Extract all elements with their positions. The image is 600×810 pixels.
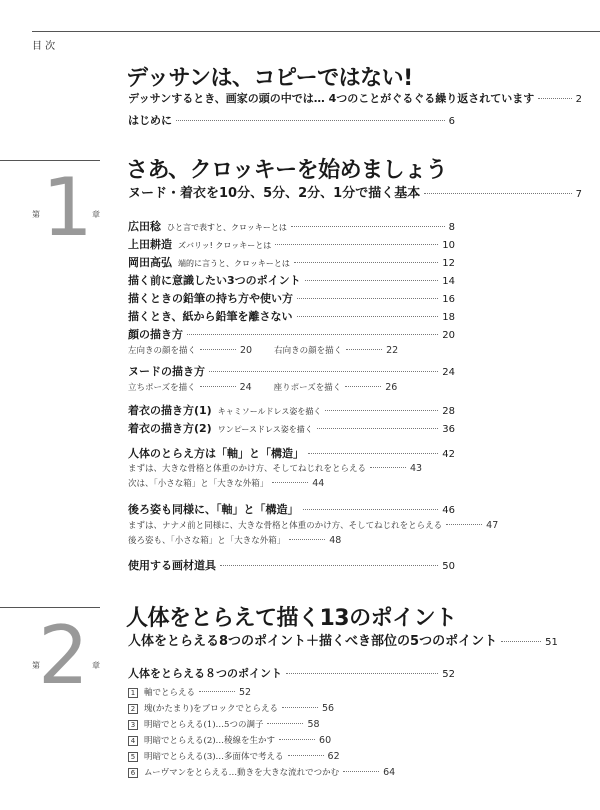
toc-entry[interactable] (128, 308, 455, 324)
toc-entry[interactable] (128, 290, 455, 306)
sub-entry[interactable] (128, 477, 324, 489)
page-number: 18 (442, 312, 455, 323)
page-number: 28 (442, 406, 455, 417)
page-number: 43 (410, 463, 423, 474)
intro-title: デッサンは、コピーではない! (126, 66, 413, 91)
dot-leader (538, 98, 571, 99)
point-number-box: 6 (128, 768, 138, 778)
point-entry[interactable] (128, 686, 251, 698)
point-number-box: 4 (128, 736, 138, 746)
entry-label: 上田耕造 (128, 238, 172, 251)
point-number-box: 1 (128, 688, 138, 698)
dot-leader (294, 262, 438, 263)
point-entry[interactable] (128, 766, 395, 778)
dot-leader (346, 349, 382, 350)
page-number: 24 (442, 367, 455, 378)
chapter-rule (0, 607, 100, 608)
page-number: 56 (321, 703, 335, 714)
sub-entry[interactable] (128, 519, 498, 531)
page-number: 16 (442, 294, 455, 305)
page-number: 36 (442, 424, 455, 435)
page-number: 52 (442, 669, 455, 680)
sub-entry[interactable] (128, 381, 252, 393)
toc-entry[interactable] (128, 218, 455, 234)
chapter-prefix: 第 (32, 210, 40, 219)
chapter-prefix: 第 (32, 661, 40, 670)
page-number: 6 (448, 116, 455, 127)
entry-label: 左向きの顔を描く (128, 346, 197, 356)
entry-label: 岡田高弘 (128, 256, 172, 269)
entry-label: 着衣の描き方(2) (128, 422, 212, 435)
entry-label: 座りポーズを描く (273, 383, 342, 393)
entry-note: ワンピースドレス姿を描く (217, 425, 313, 434)
dot-leader (297, 316, 439, 317)
entry-label: 着衣の描き方(1) (128, 404, 212, 417)
point-entry[interactable] (128, 750, 340, 762)
dot-leader (200, 349, 236, 350)
entry-label: 軸でとらえる (144, 688, 196, 698)
entry-label: 立ちポーズを描く (128, 383, 196, 393)
page-number: 10 (442, 240, 455, 251)
toc-entry[interactable] (128, 445, 455, 461)
dot-leader (220, 565, 438, 566)
page-number: 51 (545, 637, 558, 648)
page-number: 47 (486, 520, 499, 531)
chapter-suffix: 章 (92, 661, 100, 670)
dot-leader (317, 428, 439, 429)
toc-entry[interactable] (128, 420, 455, 436)
entry-label: 右向きの顔を描く (274, 346, 343, 356)
dot-leader (275, 244, 438, 245)
chapter-subtitle[interactable] (128, 182, 582, 201)
point-number-box: 5 (128, 752, 138, 762)
dot-leader (289, 539, 325, 540)
page-number: 42 (442, 449, 455, 460)
chapter-number: 2 (38, 609, 89, 702)
toc-entry[interactable] (128, 363, 455, 379)
dot-leader (345, 386, 381, 387)
dot-leader (279, 739, 315, 740)
page-number: 46 (442, 505, 455, 516)
dot-leader (297, 298, 438, 299)
dot-leader (291, 226, 445, 227)
page-number: 20 (442, 330, 455, 341)
page-number: 24 (239, 382, 252, 393)
dot-leader (303, 509, 439, 510)
toc-entry[interactable] (128, 272, 455, 288)
dot-leader (501, 641, 541, 642)
entry-label: 顔の描き方 (128, 328, 183, 341)
chapter-title: 人体をとらえて描く13のポイント (126, 606, 457, 631)
dot-leader (286, 673, 438, 674)
sub-entry-row (128, 381, 397, 393)
entry-note: キャミソールドレス姿を描く (217, 407, 322, 416)
page-number: 52 (239, 687, 252, 698)
dot-leader (272, 482, 308, 483)
header-rule (32, 31, 600, 32)
entry-label: 人体をとらえる8つのポイント＋描くべき部位の5つのポイント (128, 634, 498, 649)
toc-entry[interactable] (128, 402, 455, 418)
entry-label: 描く前に意識したい3つのポイント (128, 274, 301, 287)
dot-leader (176, 120, 445, 121)
chapter-title: さあ、クロッキーを始めましょう (126, 158, 448, 183)
toc-entry[interactable] (128, 557, 455, 573)
page-number: 8 (448, 222, 455, 233)
dot-leader (343, 771, 379, 772)
page-number: 26 (385, 382, 398, 393)
entry-label: ヌードの描き方 (128, 365, 205, 378)
entry-label: デッサンするとき、画家の頭の中では… 4つのことがぐるぐる繰り返されています (128, 92, 535, 105)
entry-label: 人体をとらえる８つのポイント (128, 667, 282, 680)
page-number: 14 (442, 276, 455, 287)
page-number: 12 (442, 258, 455, 269)
dot-leader (199, 691, 235, 692)
page-number: 62 (327, 751, 340, 762)
point-entry[interactable] (128, 702, 334, 714)
sub-entry[interactable] (128, 534, 341, 546)
dot-leader (209, 371, 438, 372)
entry-label: 描くとき、紙から鉛筆を離さない (128, 310, 293, 323)
entry-label: 人体のとらえ方は「軸」と「構造」 (128, 447, 304, 460)
toc-entry[interactable] (128, 236, 455, 252)
dot-leader (370, 467, 406, 468)
dot-leader (305, 280, 439, 281)
entry-label: ヌード・着衣を10分、5分、2分、1分で描く基本 (128, 186, 421, 201)
entry-label: 後ろ姿も同様に、「軸」と「構造」 (128, 503, 299, 516)
entry-label: 明暗でとらえる(1)…5つの調子 (144, 720, 264, 730)
toc-entry[interactable] (128, 90, 582, 106)
entry-label: まずは、ナナメ前と同様に、大きな骨格と体重のかけ方、そしてねじれをとらえる (128, 521, 443, 531)
toc-entry[interactable] (128, 501, 455, 517)
chapter-suffix: 章 (92, 210, 100, 219)
point-number-box: 3 (128, 720, 138, 730)
entry-label: 広田稔 (128, 220, 161, 233)
dot-leader (288, 755, 324, 756)
page-number: 58 (307, 719, 320, 730)
chapter-subtitle[interactable] (128, 630, 558, 649)
entry-note: 端的に言うと、クロッキーとは (178, 259, 290, 268)
dot-leader (200, 386, 236, 387)
sub-entry[interactable] (274, 381, 398, 393)
sub-entry-row (128, 344, 398, 356)
point-entry[interactable] (128, 718, 320, 730)
entry-label: ムーヴマンをとらえる…動きを大きな流れでつかむ (144, 768, 340, 778)
chapter-number: 1 (42, 161, 93, 254)
page-number: 48 (329, 535, 342, 546)
entry-label: 明暗でとらえる(2)…稜線を生かす (144, 736, 276, 746)
entry-label: まずは、大きな骨格と体重のかけ方、そしてねじれをとらえる (128, 464, 367, 474)
entry-label: はじめに (128, 114, 172, 127)
dot-leader (267, 723, 303, 724)
entry-label: 使用する画材道具 (128, 559, 216, 572)
page-number: 50 (442, 561, 455, 572)
page-title: 目 次 (32, 41, 56, 52)
entry-label: 後ろ姿も、「小さな箱」と「大きな外箱」 (128, 536, 286, 546)
toc-entry[interactable] (128, 112, 455, 128)
page-number: 22 (386, 345, 399, 356)
entry-note: ひと言で表すと、クロッキーとは (167, 223, 287, 232)
entry-label: 描くときの鉛筆の持ち方や使い方 (128, 292, 293, 305)
page-number: 64 (383, 767, 396, 778)
dot-leader (446, 524, 482, 525)
sub-entry[interactable] (128, 462, 422, 474)
point-entry[interactable] (128, 734, 331, 746)
sub-entry[interactable] (274, 344, 398, 356)
toc-entry[interactable] (128, 326, 455, 342)
toc-entry[interactable] (128, 254, 455, 270)
entry-label: 次は、「小さな箱」と「大きな外箱」 (128, 479, 269, 489)
dot-leader (282, 707, 318, 708)
entry-note: ズバリッ! クロッキーとは (178, 241, 272, 250)
entry-label: 塊(かたまり)をブロックでとらえる (144, 704, 278, 714)
point-number-box: 2 (128, 704, 138, 714)
dot-leader (325, 410, 438, 411)
toc-entry[interactable] (128, 665, 455, 681)
dot-leader (424, 193, 571, 194)
page-number: 60 (319, 735, 332, 746)
page-number: 7 (575, 189, 582, 200)
page-number: 20 (240, 345, 253, 356)
entry-label: 明暗でとらえる(3)…多面体で考える (144, 752, 284, 762)
dot-leader (187, 334, 438, 335)
page-number: 2 (575, 94, 582, 105)
page-number: 44 (312, 478, 325, 489)
sub-entry[interactable] (128, 344, 252, 356)
dot-leader (308, 453, 438, 454)
